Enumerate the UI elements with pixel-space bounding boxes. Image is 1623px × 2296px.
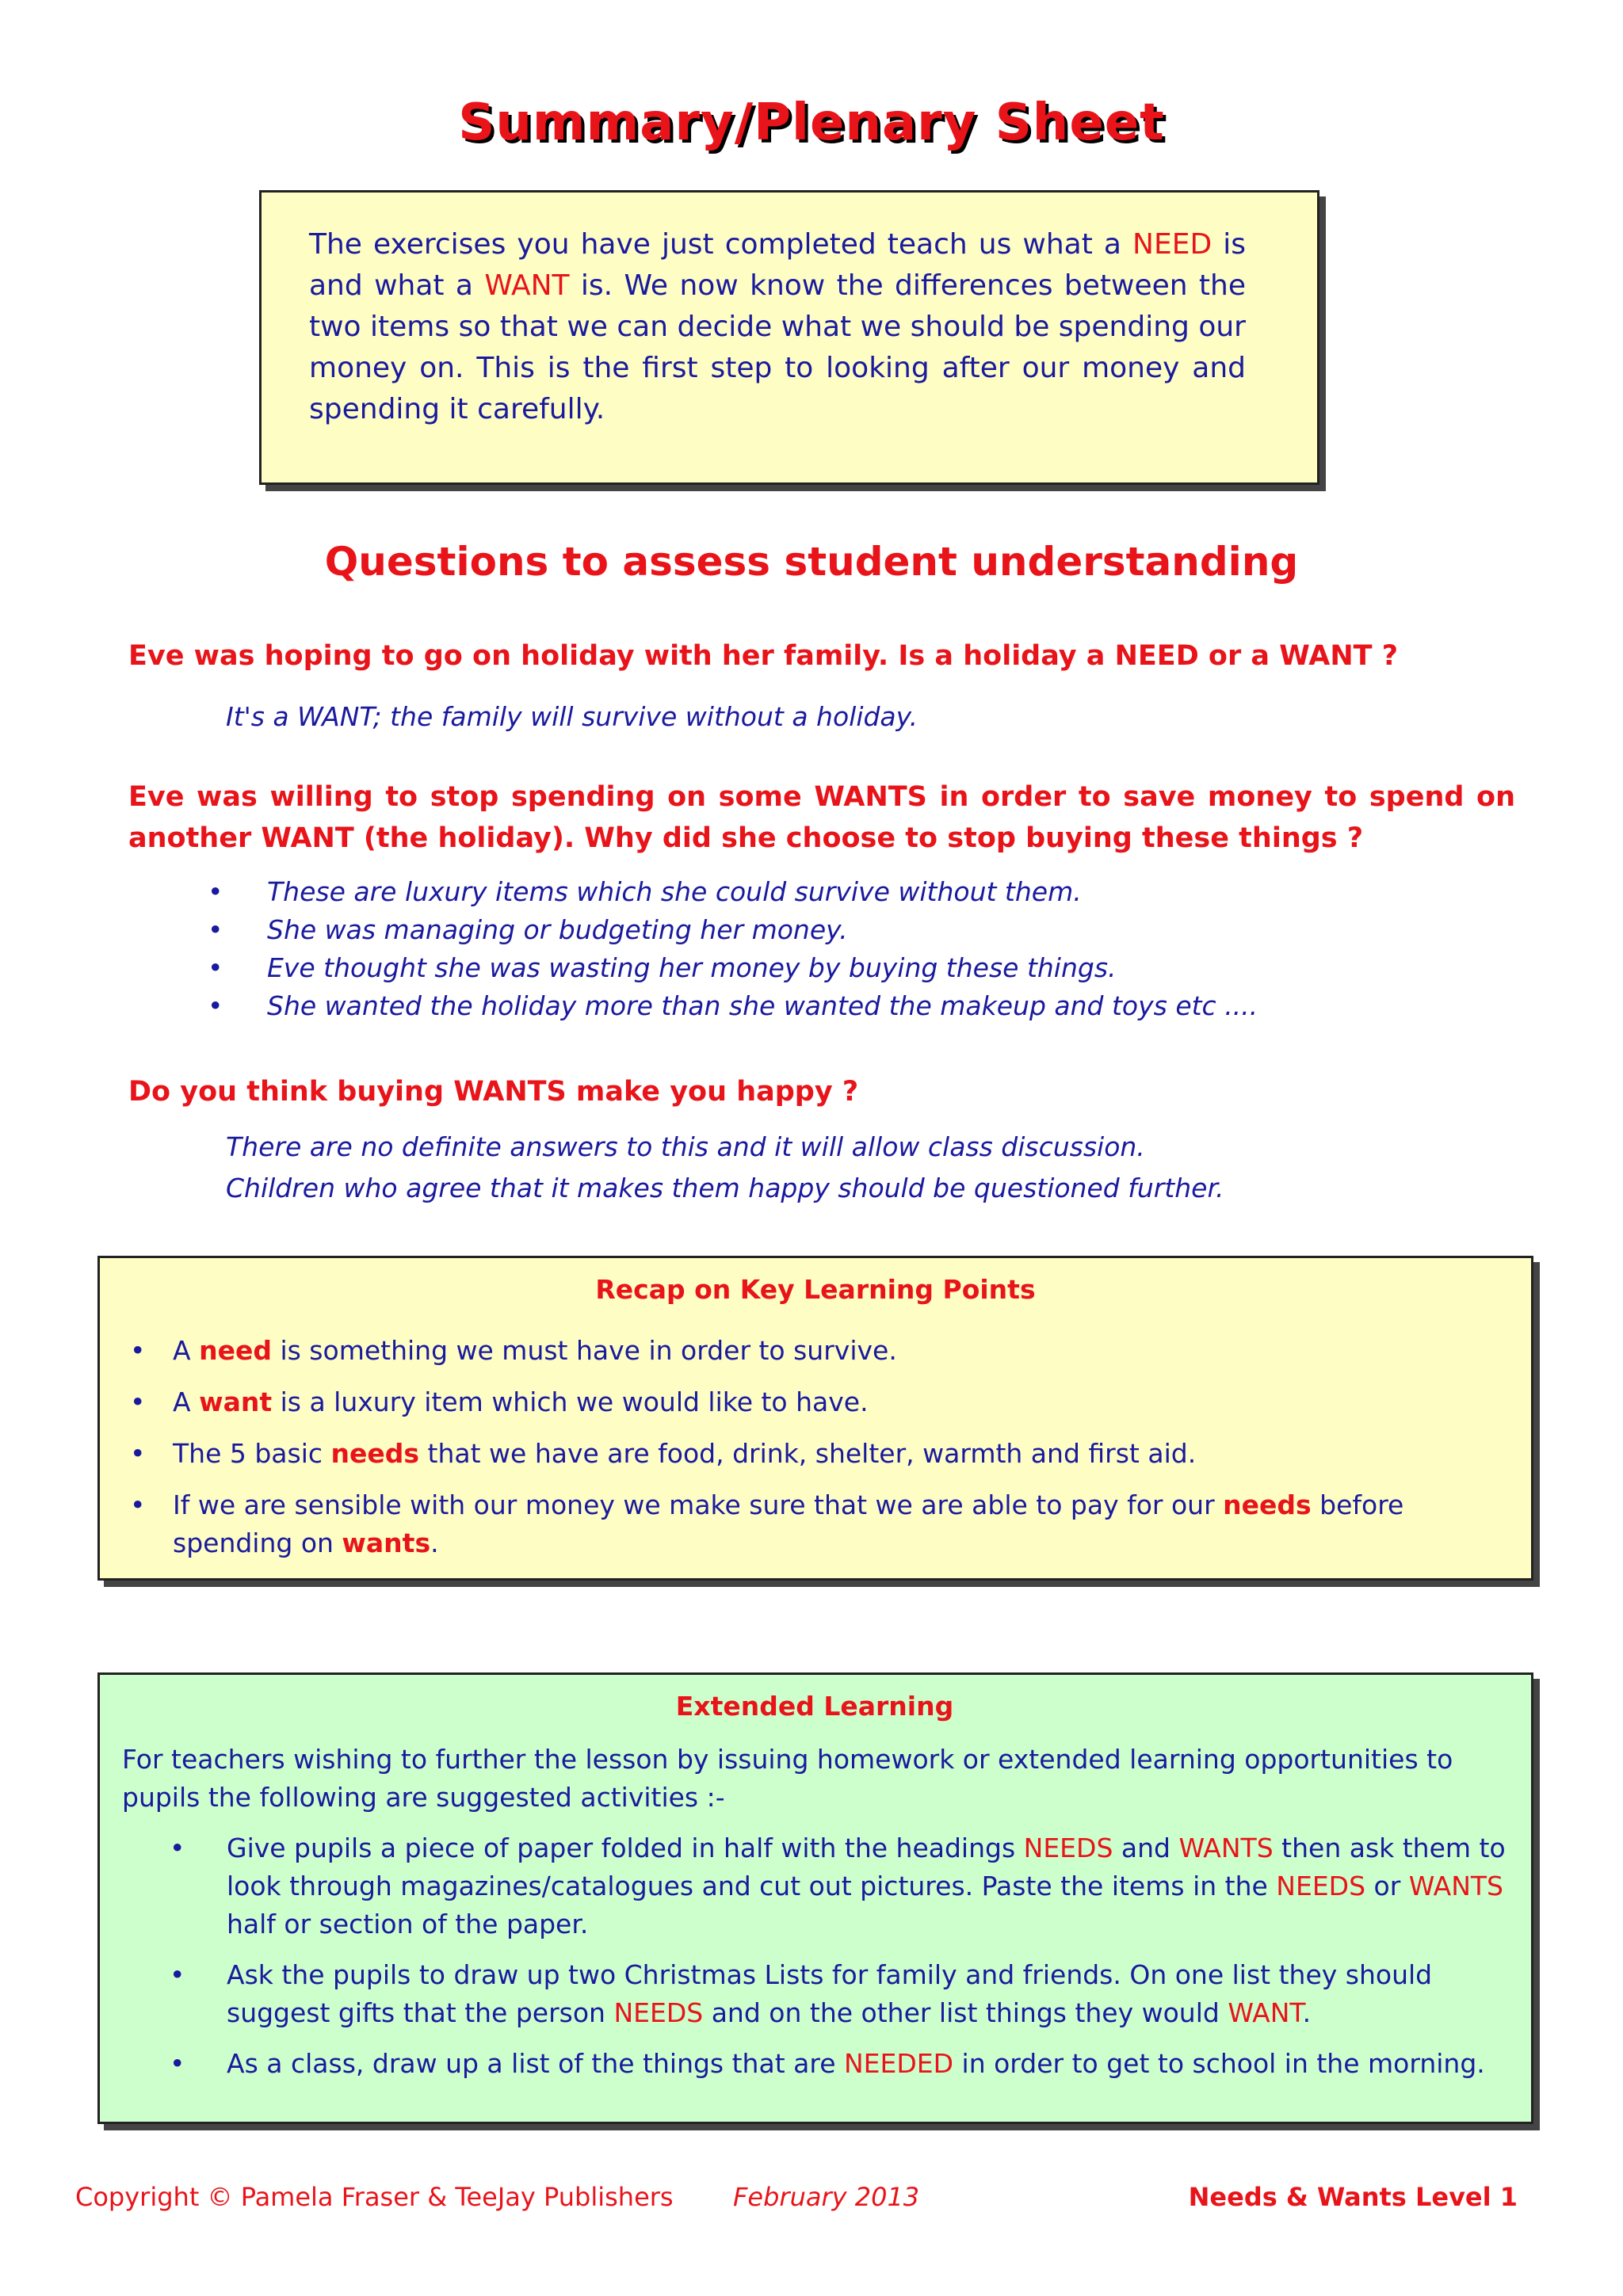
footer-date: February 2013 [733, 2182, 920, 2212]
answer-3 [226, 1127, 1415, 1209]
list-item: • She was managing or budgeting her money. [208, 911, 1396, 949]
answer-1: It's a WANT; the family will survive without a holiday. [226, 701, 918, 732]
page-title: Summary/Plenary Sheet [458, 93, 1165, 152]
list-item: • If we are sensible with our money we make sure that we are able to pay for our needs before spending on wants. [124, 1486, 1507, 1562]
footer-copyright: Copyright © Pamela Fraser & TeeJay Publishers [75, 2182, 674, 2212]
intro-text: is. We now know the differences between the two items so that we can decide what we should be spending our money on. This is the first step to looking after our money and spending it carefully. [309, 269, 1246, 425]
list-item: • These are luxury items which she could survive without them. [208, 873, 1396, 911]
recap-heading: Recap on Key Learning Points [595, 1274, 1036, 1305]
list-item: • A want is a luxury item which we would like to have. [124, 1383, 1507, 1421]
answer-line: There are no definite answers to this and it will allow class discussion. [226, 1131, 1145, 1162]
intro-want: WANT [484, 269, 570, 302]
list-item: • Ask the pupils to draw up two Christmas Lists for family and friends. On one list they should suggest gifts that the person NEEDS and on the other list things they would WANT. [122, 1956, 1507, 2032]
question-2: Eve was willing to stop spending on some WANTS in order to save money to spend on another WANT (the holiday). Why did she choose to stop buying these things ? [128, 781, 1515, 854]
list-item: • The 5 basic needs that we have are food, drink, shelter, warmth and first aid. [124, 1435, 1507, 1473]
question-1: Eve was hoping to go on holiday with her family. Is a holiday a NEED or a WANT ? [128, 640, 1399, 672]
recap-list [124, 1332, 1507, 1562]
intro-box [259, 190, 1319, 485]
answer-line: Children who agree that it makes them happy should be questioned further. [226, 1173, 1224, 1203]
extended-box [97, 1672, 1533, 2124]
list-item: • A need is something we must have in order to survive. [124, 1332, 1507, 1370]
questions-heading: Questions to assess student understanding [324, 539, 1299, 585]
question-3: Do you think buying WANTS make you happy ? [128, 1076, 859, 1108]
extended-list [122, 1829, 1507, 2083]
list-item: • Give pupils a piece of paper folded in half with the headings NEEDS and WANTS then ask them to look through magazines/catalogues and cut out pictures. Paste the items in the NEEDS or WANTS half or section of the paper. [122, 1829, 1507, 1943]
extended-heading: Extended Learning [675, 1691, 954, 1722]
list-item: • As a class, draw up a list of the things that are NEEDED in order to get to school in the morning. [122, 2045, 1507, 2083]
list-item: • Eve thought she was wasting her money by buying these things. [208, 949, 1396, 987]
extended-intro: For teachers wishing to further the lesson by issuing homework or extended learning opportunities to pupils the following are suggested activities :- [122, 1744, 1453, 1813]
footer-level: Needs & Wants Level 1 [1188, 2182, 1518, 2212]
intro-text: is and what a [309, 228, 1247, 302]
recap-box [97, 1256, 1533, 1581]
intro-text: The exercises you have just completed teach us what a [309, 228, 1133, 261]
intro-need: NEED [1132, 228, 1212, 261]
list-item: • She wanted the holiday more than she wanted the makeup and toys etc .... [208, 987, 1396, 1025]
answer-2-list [208, 873, 1396, 1025]
